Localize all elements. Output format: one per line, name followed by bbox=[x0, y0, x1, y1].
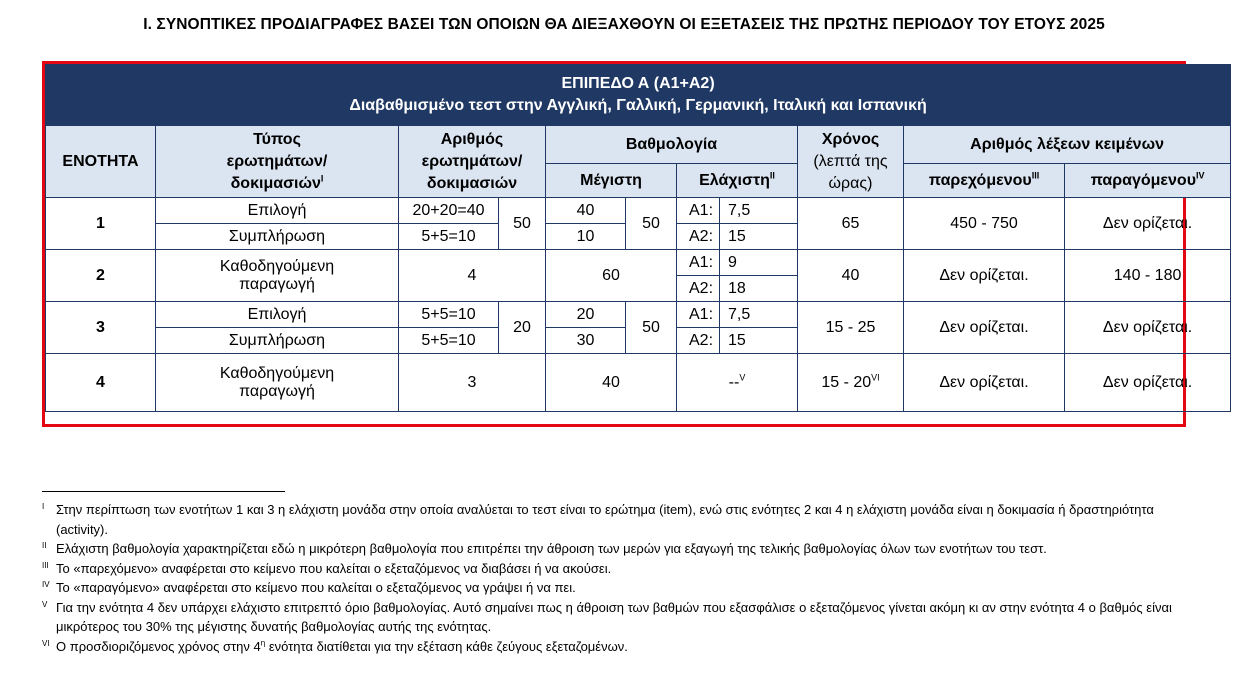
table-row-unit-4 bbox=[46, 354, 1231, 412]
max-cell: 10 bbox=[546, 224, 626, 250]
count-cell: 5+5=10 bbox=[399, 224, 499, 250]
header-words: Αριθμός λέξεων κειμένων bbox=[904, 126, 1231, 164]
min-label: Α2: bbox=[677, 328, 720, 354]
count-cell: 5+5=10 bbox=[399, 328, 499, 354]
words-produced-cell: Δεν ορίζεται. bbox=[1065, 354, 1231, 412]
type-cell: Συμπλήρωση bbox=[156, 328, 399, 354]
footnote-marker: I bbox=[42, 502, 45, 511]
table-title-subject: Διαβαθμισμένο τεστ στην Αγγλική, Γαλλική, Γερμανική, Ιταλική και Ισπανική bbox=[349, 97, 927, 114]
footnote-6 bbox=[42, 637, 1182, 657]
footnote-text: Ο προσδιοριζόμενος χρόνος στην $4^\eta$ ενότητα διατίθεται για την εξέταση κάθε ζεύγους εξεταζομένων. bbox=[56, 638, 628, 654]
type-cell: Επιλογή bbox=[156, 198, 399, 224]
footnote-text: Το «παρεχόμενο» αναφέρεται στο κείμενο που καλείται ο εξεταζόμενος να διαβάσει ή να ακούσει. bbox=[56, 560, 612, 576]
type-cell: Καθοδηγούμενη παραγωγή bbox=[156, 250, 399, 302]
max-cell: 20 bbox=[546, 302, 626, 328]
footnote-text: Στην περίπτωση των ενοτήτων 1 και 3 η ελάχιστη μονάδα στην οποία αναλύεται το τεστ είναι το ερώτημα (item), ενώ στις ενότητες 2 και 4 η ελάχιστη μονάδα είναι η δοκιμασία ή δραστηριότητα (activity). bbox=[56, 502, 1154, 537]
unit-number: 2 bbox=[46, 250, 156, 302]
min-value: 15 bbox=[720, 224, 798, 250]
header-unit: ΕΝΟΤΗΤΑ bbox=[46, 126, 156, 198]
header-row-1 bbox=[46, 126, 1231, 164]
max-cell: 40 bbox=[546, 354, 677, 412]
table-title-level: ΕΠΙΠΕΔΟ Α (Α1+Α2) bbox=[561, 75, 715, 92]
footnote-marker: IV bbox=[42, 580, 50, 589]
words-produced-cell: 140 - 180 bbox=[1065, 250, 1231, 302]
type-cell: Επιλογή bbox=[156, 302, 399, 328]
header-words-produced: παραγόμενου$^{IV}$ bbox=[1065, 164, 1231, 198]
table-row-unit-2a bbox=[46, 250, 1231, 276]
footnote-1 bbox=[42, 500, 1182, 539]
document-heading: Ι. ΣΥΝΟΠΤΙΚΕΣ ΠΡΟΔΙΑΓΡΑΦΕΣ ΒΑΣΕΙ ΤΩΝ ΟΠΟΙΩΝ ΘΑ ΔΙΕΞΑΧΘΟΥΝ ΟΙ ΕΞΕΤΑΣΕΙΣ ΤΗΣ ΠΡΩΤΗΣ ΠΕΡΙΟΔΟΥ ΤΟΥ ΕΤΟΥΣ 2025 bbox=[143, 16, 1105, 33]
table-title bbox=[46, 65, 1231, 126]
min-label: Α1: bbox=[677, 302, 720, 328]
max-cell: 40 bbox=[546, 198, 626, 224]
time-cell: $15 - 20^{VI}$ bbox=[798, 354, 904, 412]
words-produced-cell: Δεν ορίζεται. bbox=[1065, 302, 1231, 354]
footnote-text: Για την ενότητα 4 δεν υπάρχει ελάχιστο επιτρεπτό όριο βαθμολογίας. Αυτό σημαίνει πως η άθροιση των βαθμών που εξασφάλισε ο εξεταζόμενος γίνεται ακόμη κι αν στην ενότητα 4 ο βαθμός είναι μικρότερος του 30% της μέγιστης δυνατής βαθμολογίας αυτής της ενότητας. bbox=[56, 599, 1172, 634]
min-label: Α1: bbox=[677, 250, 720, 276]
words-produced-cell: Δεν ορίζεται. bbox=[1065, 198, 1231, 250]
footnote-marker: II bbox=[42, 541, 47, 550]
header-type: Τύπος ερωτημάτων/ δοκιμασιών$^I$ bbox=[156, 126, 399, 198]
spec-table-frame bbox=[42, 61, 1205, 427]
table-title-row bbox=[46, 65, 1231, 126]
footnotes bbox=[42, 500, 1182, 656]
footnote-marker: V bbox=[42, 599, 48, 609]
words-given-cell: Δεν ορίζεται. bbox=[904, 354, 1065, 412]
table-row-unit-3a bbox=[46, 302, 1231, 328]
footnote-text: Το «παραγόμενο» αναφέρεται στο κείμενο που καλείται ο εξεταζόμενος να γράψει ή να πει. bbox=[56, 580, 576, 595]
min-label: Α1: bbox=[677, 198, 720, 224]
unit-number: 4 bbox=[46, 354, 156, 412]
count-total: 20 bbox=[499, 302, 546, 354]
header-score-min: Ελάχιστη$^{II}$ bbox=[677, 164, 798, 198]
header-score-max: Μέγιστη bbox=[546, 164, 677, 198]
table-row-unit-1a bbox=[46, 198, 1231, 224]
footnote-marker: III bbox=[42, 560, 49, 570]
count-total: 50 bbox=[499, 198, 546, 250]
min-cell: --$^V$ bbox=[677, 354, 798, 412]
min-value: 7,5 bbox=[720, 198, 798, 224]
header-count: Αριθμός ερωτημάτων/ δοκιμασιών bbox=[399, 126, 546, 198]
min-label: Α2: bbox=[677, 276, 720, 302]
footnote-2 bbox=[42, 539, 1182, 559]
count-cell: 3 bbox=[399, 354, 546, 412]
time-cell: 40 bbox=[798, 250, 904, 302]
spec-table bbox=[45, 64, 1231, 412]
min-value: 9 bbox=[720, 250, 798, 276]
type-cell: Συμπλήρωση bbox=[156, 224, 399, 250]
header-words-given: παρεχόμενου$^{III}$ bbox=[904, 164, 1065, 198]
words-given-cell: 450 - 750 bbox=[904, 198, 1065, 250]
count-cell: 5+5=10 bbox=[399, 302, 499, 328]
header-score: Βαθμολογία bbox=[546, 126, 798, 164]
footnote-5 bbox=[42, 598, 1182, 637]
count-cell: 20+20=40 bbox=[399, 198, 499, 224]
max-total: 50 bbox=[626, 302, 677, 354]
time-cell: 15 - 25 bbox=[798, 302, 904, 354]
words-given-cell: Δεν ορίζεται. bbox=[904, 250, 1065, 302]
footnote-separator bbox=[42, 491, 285, 492]
footnote-text: Ελάχιστη βαθμολογία χαρακτηρίζεται εδώ η μικρότερη βαθμολογία που επιτρέπει την άθροιση των μερών για εξαγωγή της τελικής βαθμολογίας όλων των ενοτήτων του τεστ. bbox=[56, 541, 1047, 556]
footnote-3 bbox=[42, 559, 1182, 579]
min-value: 18 bbox=[720, 276, 798, 302]
words-given-cell: Δεν ορίζεται. bbox=[904, 302, 1065, 354]
max-cell: 60 bbox=[546, 250, 677, 302]
min-value: 7,5 bbox=[720, 302, 798, 328]
unit-number: 3 bbox=[46, 302, 156, 354]
footnote-marker: VI bbox=[42, 638, 50, 648]
max-total: 50 bbox=[626, 198, 677, 250]
count-cell: 4 bbox=[399, 250, 546, 302]
header-time: Χρόνος (λεπτά της ώρας) bbox=[798, 126, 904, 198]
footnote-4 bbox=[42, 578, 1182, 598]
unit-number: 1 bbox=[46, 198, 156, 250]
min-value: 15 bbox=[720, 328, 798, 354]
time-cell: 65 bbox=[798, 198, 904, 250]
type-cell: Καθοδηγούμενη παραγωγή bbox=[156, 354, 399, 412]
min-label: Α2: bbox=[677, 224, 720, 250]
max-cell: 30 bbox=[546, 328, 626, 354]
